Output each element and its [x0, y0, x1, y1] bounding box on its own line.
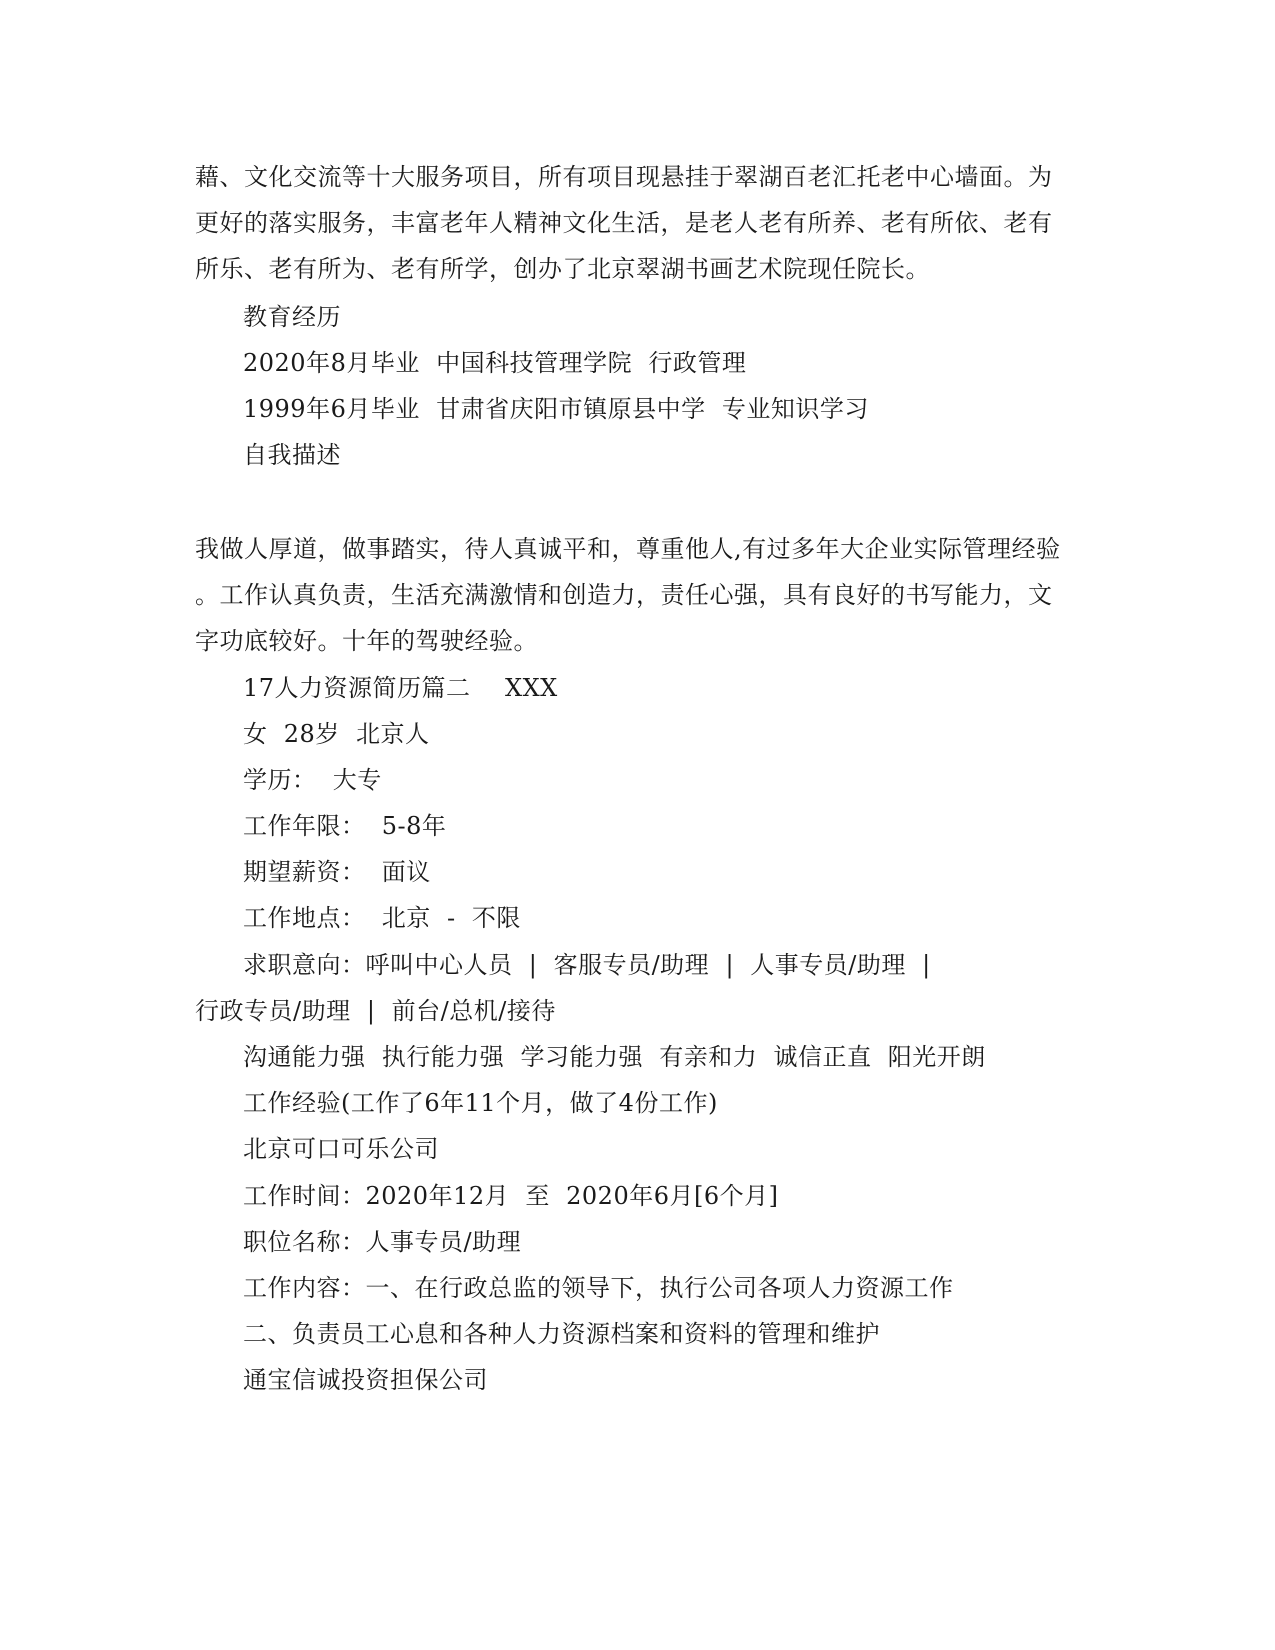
company-1-name: 北京可口可乐公司	[243, 1135, 439, 1163]
education-heading: 教育经历	[243, 303, 341, 331]
self-description-line-1: 我做人厚道，做事踏实，待人真诚平和，尊重他人,有过多年大企业实际管理经验	[195, 535, 1061, 563]
resume-title: 17人力资源简历篇二	[243, 674, 471, 702]
company-1-duty-1: 工作内容：一、在行政总监的领导下，执行公司各项人力资源工作	[243, 1274, 954, 1302]
education-item-2: 1999年6月毕业 甘肃省庆阳市镇原县中学 专业知识学习	[243, 395, 869, 423]
intro-paragraph-line-2: 更好的落实服务，丰富老年人精神文化生活，是老人老有所养、老有所依、老有	[195, 209, 1053, 237]
company-2-name: 通宝信诚投资担保公司	[243, 1366, 488, 1394]
resume-job-intent-line-2: 行政专员/助理 | 前台/总机/接待	[195, 997, 556, 1025]
company-1-position: 职位名称：人事专员/助理	[243, 1228, 522, 1256]
intro-paragraph-line-1: 藉、文化交流等十大服务项目，所有项目现悬挂于翠湖百老汇托老中心墙面。为	[195, 163, 1053, 191]
company-1-duty-2: 二、负责员工心息和各种人力资源档案和资料的管理和维护	[243, 1320, 880, 1348]
resume-job-intent-line-1: 求职意向：呼叫中心人员 | 客服专员/助理 | 人事专员/助理 |	[243, 951, 931, 979]
self-description-heading: 自我描述	[243, 441, 341, 469]
intro-paragraph-line-3: 所乐、老有所为、老有所学，创办了北京翠湖书画艺术院现任院长。	[195, 255, 930, 283]
resume-work-location: 工作地点： 北京 - 不限	[243, 904, 521, 932]
resume-experience-summary: 工作经验(工作了6年11个月，做了4份工作)	[243, 1089, 718, 1117]
resume-education: 学历： 大专	[243, 766, 382, 794]
resume-expected-salary: 期望薪资： 面议	[243, 858, 431, 886]
resume-basic-info: 女 28岁 北京人	[243, 720, 430, 748]
education-item-1: 2020年8月毕业 中国科技管理学院 行政管理	[243, 349, 747, 377]
resume-work-years: 工作年限： 5-8年	[243, 812, 447, 840]
company-1-time: 工作时间：2020年12月 至 2020年6月[6个月]	[243, 1182, 779, 1210]
resume-traits: 沟通能力强 执行能力强 学习能力强 有亲和力 诚信正直 阳光开朗	[243, 1043, 986, 1071]
resume-name: XXX	[505, 674, 558, 702]
self-description-line-3: 字功底较好。十年的驾驶经验。	[195, 627, 538, 655]
self-description-line-2: 。工作认真负责，生活充满激情和创造力，责任心强，具有良好的书写能力，文	[195, 581, 1053, 609]
